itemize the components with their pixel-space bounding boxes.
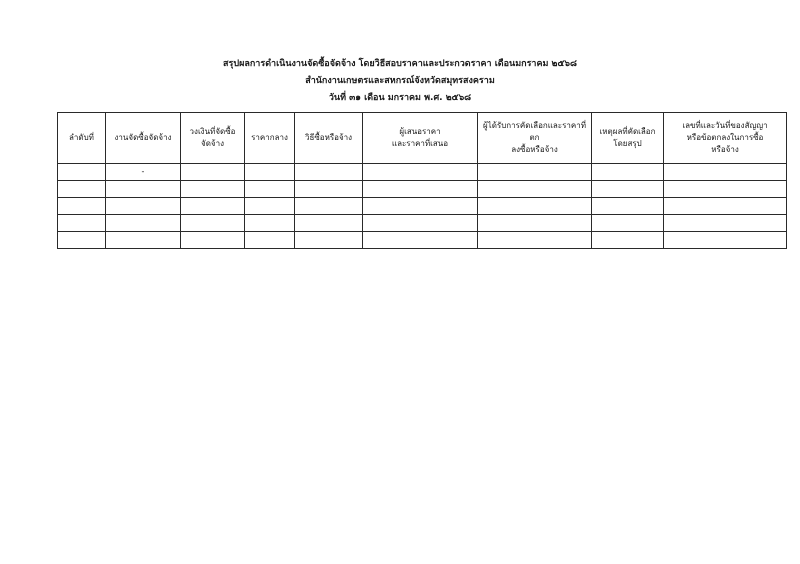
- table-cell: [106, 198, 181, 215]
- table-cell: [664, 164, 787, 181]
- document-date: วันที่ ๓๑ เดือน มกราคม พ.ศ. ๒๕๖๘: [328, 93, 472, 103]
- table-cell: [245, 232, 295, 249]
- document-title: สรุปผลการดำเนินงานจัดซื้อจัดจ้าง โดยวิธีสอบราคาและประกวดราคา เดือนมกราคม ๒๕๖๘: [223, 59, 577, 69]
- table-cell: [664, 198, 787, 215]
- col-header-sequence: ลำดับที่: [58, 113, 106, 164]
- procurement-summary-table: [57, 112, 787, 249]
- table-cell: [106, 181, 181, 198]
- table-cell: [363, 181, 478, 198]
- col-header-winner: ผู้ได้รับการคัดเลือกและราคาที่ตก ลงซื้อหรือจ้าง: [478, 113, 592, 164]
- table-row: [58, 232, 787, 249]
- table-cell: [478, 232, 592, 249]
- table-cell: [245, 181, 295, 198]
- table-cell: [181, 215, 245, 232]
- table-cell: [592, 198, 664, 215]
- table-cell: [58, 215, 106, 232]
- table-row: [58, 215, 787, 232]
- table-row: [58, 198, 787, 215]
- table-cell: [245, 215, 295, 232]
- table-cell: [592, 232, 664, 249]
- col-header-budget: วงเงินที่จัดซื้อ จัดจ้าง: [181, 113, 245, 164]
- col-header-bidders: ผู้เสนอราคา และราคาที่เสนอ: [363, 113, 478, 164]
- table-cell: [363, 215, 478, 232]
- table-cell: [295, 232, 363, 249]
- table-cell: [295, 215, 363, 232]
- table-cell: [181, 164, 245, 181]
- table-cell: [478, 181, 592, 198]
- col-header-procurement-item: งานจัดซื้อจัดจ้าง: [106, 113, 181, 164]
- table-cell: [478, 215, 592, 232]
- office-name: สำนักงานเกษตรและสหกรณ์จังหวัดสมุทรสงคราม: [305, 76, 495, 86]
- table-cell: [363, 198, 478, 215]
- table-cell: -: [106, 164, 181, 181]
- table-cell: [295, 181, 363, 198]
- table-cell: [58, 232, 106, 249]
- table-cell: [295, 164, 363, 181]
- col-header-contract: เลขที่และวันที่ของสัญญา หรือข้อตกลงในการซื้อ หรือจ้าง: [664, 113, 787, 164]
- table-cell: [363, 164, 478, 181]
- col-header-reason: เหตุผลที่คัดเลือก โดยสรุป: [592, 113, 664, 164]
- table-cell: [478, 198, 592, 215]
- table-cell: [592, 164, 664, 181]
- table-row: [58, 181, 787, 198]
- table-row: [58, 164, 787, 181]
- table-cell: [181, 198, 245, 215]
- col-header-median-price: ราคากลาง: [245, 113, 295, 164]
- table-cell: [58, 181, 106, 198]
- table-cell: [106, 232, 181, 249]
- table-cell: [664, 181, 787, 198]
- table-cell: [106, 215, 181, 232]
- table-cell: [58, 198, 106, 215]
- table-cell: [58, 164, 106, 181]
- table-cell: [478, 164, 592, 181]
- table-cell: [181, 181, 245, 198]
- table-cell: [245, 164, 295, 181]
- table-header-row: [58, 113, 787, 164]
- table-cell: [592, 215, 664, 232]
- table-cell: [664, 232, 787, 249]
- table-cell: [295, 198, 363, 215]
- col-header-method: วิธีซื้อหรือจ้าง: [295, 113, 363, 164]
- table-cell: [181, 232, 245, 249]
- table-cell: [245, 198, 295, 215]
- table-cell: [363, 232, 478, 249]
- table-cell: [664, 215, 787, 232]
- table-cell: [592, 181, 664, 198]
